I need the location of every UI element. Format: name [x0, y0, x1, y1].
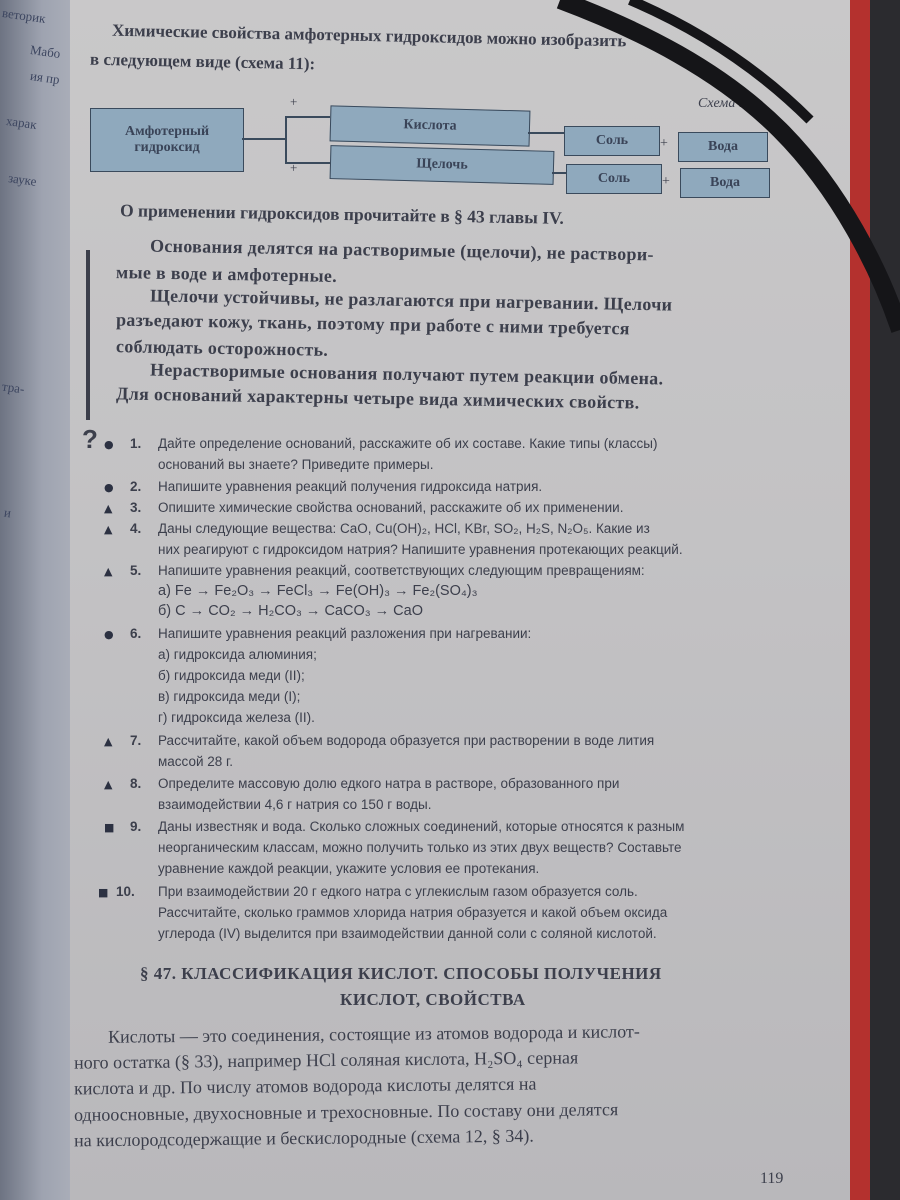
acid-box: Кислота: [330, 105, 531, 146]
question-number: 7.: [130, 733, 142, 748]
water-box-2: Вода: [680, 168, 770, 198]
question-text: Напишите уравнения реакций получения гидроксида натрия.: [158, 479, 543, 494]
question-text: Дайте определение оснований, расскажите об их составе. Какие типы (классы): [158, 436, 658, 451]
paragraph-line: кислота и др. По числу атомов водорода кислоты делятся на: [73, 1073, 537, 1099]
margin-fragment: тра-: [1, 378, 26, 397]
question-text: Даны следующие вещества: CaO, Cu(OH)₂, HCl, KBr, SO₂, H₂S, N₂O₅. Какие из: [158, 521, 650, 536]
question-number: 5.: [130, 563, 142, 578]
question-number: 2.: [130, 479, 142, 494]
margin-fragment: Мабо: [29, 41, 62, 62]
scheme-plus-1: +: [660, 136, 668, 151]
margin-fragment: и: [3, 504, 13, 521]
scheme-plus-2: +: [662, 174, 670, 189]
question-text: Напишите уравнения реакций, соответствующих следующим превращениям:: [158, 563, 645, 578]
margin-fragment: харак: [5, 112, 38, 133]
water-box-1: Вода: [678, 132, 768, 162]
question-text: них реагируют с гидроксидом натрия? Напишите уравнения протекающих реакций.: [158, 542, 683, 557]
triangle-marker-icon: ▲: [104, 523, 113, 536]
cable: [630, 0, 810, 120]
question-text: массой 28 г.: [158, 754, 234, 769]
question-number: 8.: [130, 776, 142, 791]
question-text: оснований вы знаете? Приведите примеры.: [158, 457, 434, 472]
summary-line: Для оснований характерны четыре вида химических свойств.: [115, 383, 640, 413]
square-marker-icon: ■: [98, 886, 109, 899]
question-text: а) гидроксида алюминия;: [158, 647, 317, 662]
question-text: г) гидроксида железа (II).: [158, 710, 315, 725]
reference-note: О применении гидроксидов прочитайте в § 43 главы IV.: [119, 200, 565, 228]
question-text: взаимодействии 4,6 г натрия со 150 г воды.: [158, 797, 432, 812]
margin-fragment: зауке: [7, 170, 38, 189]
question-number: 1.: [130, 436, 142, 451]
amphoteric-hydroxide-box: Амфотерный гидроксид: [90, 108, 244, 172]
salt-box-2: Соль: [566, 164, 662, 194]
margin-fragment: ия пр: [29, 68, 61, 87]
question-text: Определите массовую долю едкого натра в растворе, образованного при: [158, 776, 620, 791]
paragraph-line: Кислоты — это соединения, состоящие из атомов водорода и кислот-: [107, 1021, 640, 1047]
paragraph-line: ного остатка (§ 33), например HCl соляная кислота, H₂SO₄ серная: [73, 1047, 579, 1073]
margin-fragment: веторик: [1, 5, 47, 26]
intro-line-2: в следующем виде (схема 11):: [89, 49, 316, 74]
summary-line: мые в воде и амфотерные.: [115, 262, 338, 286]
section-title-line-1: § 47. КЛАССИФИКАЦИЯ КИСЛОТ. СПОСОБЫ ПОЛУЧЕНИЯ: [140, 964, 662, 983]
question-text: Даны известняк и вода. Сколько сложных соединений, которые относятся к разным: [158, 819, 685, 834]
question-text: неорганическим классам, можно получить только из этих двух веществ? Составьте: [158, 840, 682, 855]
question-text: б) C → CO₂ → H₂CO₃ → CaCO₃ → CaO: [158, 603, 424, 619]
triangle-marker-icon: ▲: [104, 502, 113, 515]
scheme-plus-bottom: +: [290, 160, 298, 175]
question-text: уравнение каждой реакции, укажите условия ее протекания.: [158, 861, 540, 876]
question-number: 3.: [130, 500, 142, 515]
summary-line: Основания делятся на растворимые (щелочи), не раствори-: [149, 235, 654, 265]
circle-marker-icon: ●: [104, 438, 114, 451]
question-text: б) гидроксида меди (II);: [158, 668, 305, 683]
question-text: Напишите уравнения реакций разложения при нагревании:: [158, 626, 532, 641]
alkali-box: Щелочь: [330, 145, 555, 185]
triangle-marker-icon: ▲: [104, 565, 113, 578]
square-marker-icon: ■: [104, 821, 115, 834]
paragraph-line: на кислородсодержащие и бескислородные (схема 12, § 34).: [73, 1125, 534, 1151]
scheme-label: Схема 11: [698, 96, 752, 111]
scheme-plus-top: +: [290, 94, 298, 109]
triangle-marker-icon: ▲: [104, 735, 113, 748]
question-icon: ?: [82, 424, 98, 454]
page-number: 119: [760, 1170, 784, 1187]
question-number: 10.: [116, 884, 135, 899]
triangle-marker-icon: ▲: [104, 778, 113, 791]
circle-marker-icon: ●: [104, 481, 114, 494]
summary-line: Щелочи устойчивы, не разлагаются при нагревании. Щелочи: [149, 285, 673, 315]
question-text: углерода (IV) выделится при взаимодействии данной соли с соляной кислотой.: [158, 926, 657, 941]
question-text: При взаимодействии 20 г едкого натра с углекислым газом образуется соль.: [158, 884, 638, 899]
question-number: 4.: [130, 521, 142, 536]
question-text: в) гидроксида меди (I);: [158, 689, 301, 704]
intro-line-1: Химические свойства амфотерных гидроксидов можно изобразить: [111, 20, 627, 51]
question-number: 6.: [130, 626, 142, 641]
question-number: 9.: [130, 819, 142, 834]
section-title-line-2: КИСЛОТ, СВОЙСТВА: [340, 990, 526, 1009]
question-text: Опишите химические свойства оснований, расскажите об их применении.: [158, 500, 624, 515]
salt-box-1: Соль: [564, 126, 660, 156]
question-text: а) Fe → Fe₂O₃ → FeCl₃ → Fe(OH)₃ → Fe₂(SO₄)₃: [158, 583, 478, 599]
circle-marker-icon: ●: [104, 628, 114, 641]
question-text: Рассчитайте, сколько граммов хлорида натрия образуется и какой объем оксида: [158, 905, 668, 920]
summary-line: соблюдать осторожность.: [115, 336, 329, 360]
question-text: Рассчитайте, какой объем водорода образуется при растворении в воде лития: [158, 733, 655, 748]
paragraph-line: одноосновные, двухосновные и трехосновные. По составу они делятся: [73, 1099, 619, 1125]
summary-line: разъедают кожу, ткань, поэтому при работе с ними требуется: [115, 309, 630, 339]
summary-line: Нерастворимые основания получают путем реакции обмена.: [149, 359, 664, 389]
